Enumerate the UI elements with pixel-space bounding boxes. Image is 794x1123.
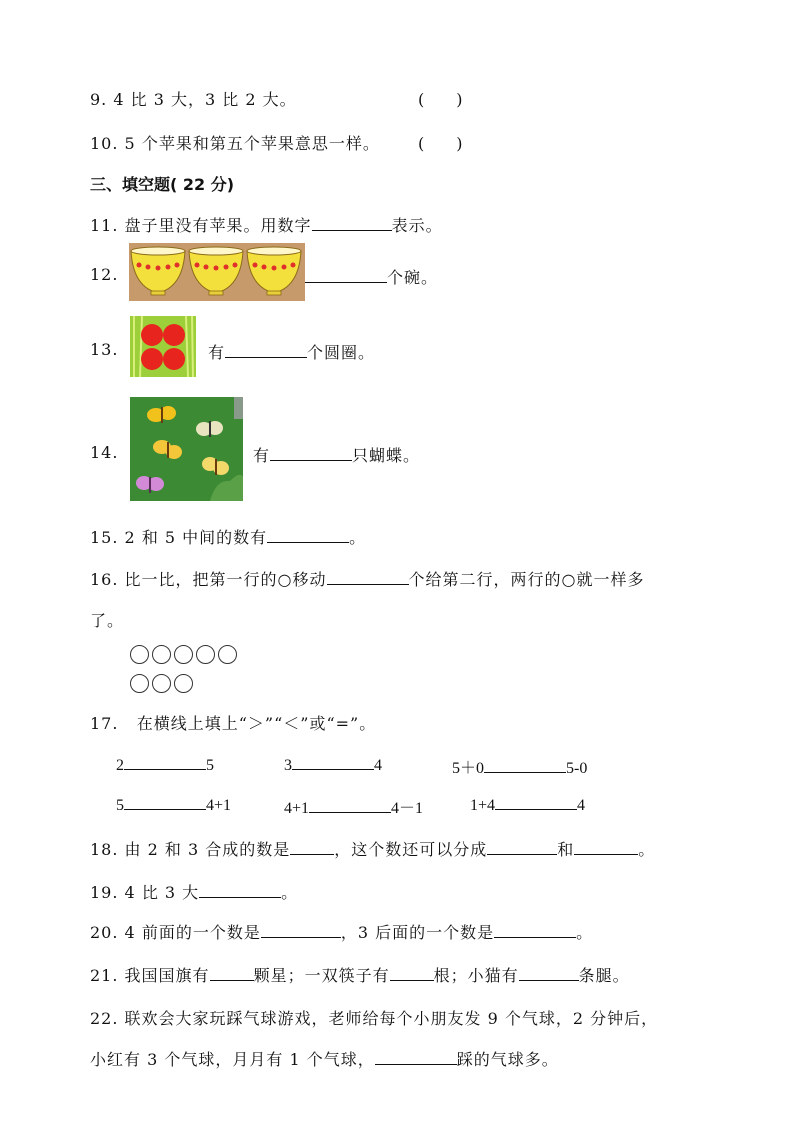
- answer-blank[interactable]: [261, 923, 341, 938]
- question-text: 5 个苹果和第五个苹果意思一样。: [124, 134, 380, 153]
- question-number: 22.: [90, 1009, 119, 1028]
- question-10: [90, 131, 380, 154]
- question-16: [90, 567, 644, 590]
- circle-row-1: [130, 645, 240, 664]
- question-text: 4 比 3 大，3 比 2 大。: [113, 90, 297, 109]
- question-17: [90, 711, 376, 734]
- question-text: 只蝴蝶。: [352, 446, 421, 465]
- question-21: 21. 我国国旗有 颗星；一双筷子有 根；小猫有 条腿。: [90, 966, 630, 985]
- answer-blank[interactable]: [124, 795, 206, 810]
- question-text: 个给第二行，两行的○就一样多: [408, 570, 645, 589]
- question-text: 。: [349, 528, 367, 547]
- answer-blank[interactable]: [290, 840, 334, 855]
- red-circle-icon: [141, 348, 163, 370]
- question-20: 20. 4 前面的一个数是 ，3 后面的一个数是 。: [90, 923, 594, 942]
- section-heading: 三、填空题( 22 分): [90, 175, 235, 194]
- circles-picture: [130, 316, 196, 377]
- answer-blank[interactable]: [309, 798, 391, 813]
- answer-blank[interactable]: [305, 268, 387, 283]
- question-15: [90, 525, 366, 548]
- answer-blank[interactable]: [267, 528, 349, 543]
- question-text: 个碗。: [387, 268, 439, 287]
- circle-icon: [174, 674, 193, 693]
- question-text: 表示。: [391, 216, 443, 235]
- question-14-answer: [253, 443, 420, 466]
- question-12-answer: [305, 265, 438, 288]
- answer-blank[interactable]: [390, 966, 434, 981]
- answer-blank[interactable]: [210, 966, 254, 981]
- red-circle-icon: [141, 324, 163, 346]
- circle-icon: [152, 674, 171, 693]
- question-text: 有: [253, 446, 271, 465]
- compare-item: 4+1 4－1: [284, 800, 424, 817]
- circle-icon: [130, 645, 149, 664]
- question-9: [90, 87, 297, 110]
- answer-blank[interactable]: [484, 758, 566, 773]
- compare-item: 1+4 4: [470, 797, 586, 814]
- compare-item: 2 5: [116, 757, 214, 774]
- question-11: [90, 213, 443, 236]
- question-number: 15.: [90, 528, 119, 547]
- answer-blank[interactable]: [199, 883, 281, 898]
- question-text: 在横线上填上“＞”“＜”或“=”。: [136, 714, 377, 733]
- circle-icon: [130, 674, 149, 693]
- answer-blank[interactable]: [495, 795, 577, 810]
- butterflies-picture: [130, 397, 243, 501]
- answer-blank[interactable]: [574, 840, 638, 855]
- answer-blank[interactable]: [327, 570, 409, 585]
- question-number: 19.: [90, 883, 119, 902]
- red-circle-icon: [163, 324, 185, 346]
- question-16-continued: 了。: [90, 611, 125, 630]
- question-number: 20.: [90, 923, 119, 942]
- question-number: 21.: [90, 966, 119, 985]
- circle-icon: [152, 645, 171, 664]
- answer-blank[interactable]: [494, 923, 576, 938]
- question-12-number: 12.: [90, 265, 119, 284]
- answer-parentheses[interactable]: ( ): [418, 90, 463, 109]
- question-text: 2 和 5 中间的数有: [124, 528, 268, 547]
- question-text: 比一比，把第一行的○移动: [124, 570, 327, 589]
- answer-blank[interactable]: [519, 966, 579, 981]
- question-number: 18.: [90, 840, 119, 859]
- question-number: 9.: [90, 90, 108, 109]
- compare-item: 3 4: [284, 757, 382, 774]
- answer-blank[interactable]: [124, 755, 206, 770]
- circle-icon: [174, 645, 193, 664]
- question-19: 19. 4 比 3 大 。: [90, 883, 299, 902]
- compare-item: 5 4+1: [116, 797, 232, 814]
- answer-parentheses[interactable]: ( ): [418, 134, 463, 153]
- question-number: 10.: [90, 134, 119, 153]
- red-circle-icon: [163, 348, 185, 370]
- question-number: 16.: [90, 570, 119, 589]
- answer-blank[interactable]: [375, 1050, 457, 1065]
- question-18: 18. 由 2 和 3 合成的数是 ，这个数还可以分成 和 。: [90, 840, 656, 859]
- answer-blank[interactable]: [312, 216, 392, 231]
- answer-blank[interactable]: [487, 840, 557, 855]
- answer-blank[interactable]: [225, 343, 307, 358]
- answer-blank[interactable]: [292, 755, 374, 770]
- bowls-picture: [129, 243, 305, 301]
- question-13-number: 13.: [90, 340, 119, 359]
- circle-row-2: [130, 674, 196, 693]
- question-22: 22. 联欢会大家玩踩气球游戏，老师给每个小朋友发 9 个气球，2 分钟后，: [90, 1009, 659, 1028]
- question-14-number: 14.: [90, 443, 119, 462]
- question-text: 有: [208, 343, 226, 362]
- answer-blank[interactable]: [270, 446, 352, 461]
- circle-icon: [196, 645, 215, 664]
- question-22-continued: 小红有 3 个气球，月月有 1 个气球， 踩的气球多。: [90, 1050, 559, 1069]
- question-number: 11.: [90, 216, 119, 235]
- question-text: 盘子里没有苹果。用数字: [124, 216, 312, 235]
- question-text: 个圆圈。: [307, 343, 376, 362]
- circle-icon: [218, 645, 237, 664]
- question-number: 17.: [90, 714, 119, 733]
- question-13-answer: [208, 340, 375, 363]
- compare-item: 5＋0 5-0: [452, 760, 588, 777]
